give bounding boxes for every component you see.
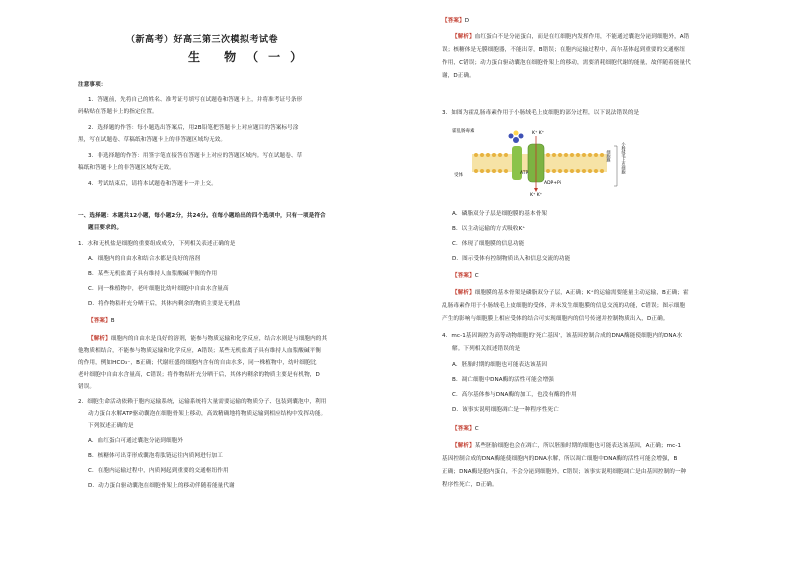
cholera-toxin-diagram xyxy=(452,124,642,200)
q4-analysis-line: 基因控制合成的DNA酶能使细胞内的DNA水解，所以凋亡细胞中DNA酶的活性可能会增强，B xyxy=(442,456,678,462)
cell-label: 小肠绒毛上皮细胞 xyxy=(621,142,627,174)
notice-item: 稿纸和答题卡上的非答题区域均无效。 xyxy=(78,165,175,171)
q1-answer: 【答案】B xyxy=(88,318,115,324)
notice-item: 2．选择题的作答：每小题选出答案后，用2B铅笔把答题卡上对应题目的答案标号涂 xyxy=(88,125,299,131)
q1-stem: 1．水和无机盐是细胞的重要组成成分，下列相关表述正确的是 xyxy=(78,241,236,247)
q1-analysis-line: 老叶细胞中自由水含量高，C错误；将作物秸秆充分晒干后，其体内剩余的物质主要是有机物，D xyxy=(78,372,320,378)
q2-analysis-line: 谢，D正确。 xyxy=(442,73,475,79)
notice-item: 码粘贴在答题卡上的指定位置。 xyxy=(78,109,158,115)
notice-item: 1．答题前，先将自己的姓名、准考证号填写在试题卷和答题卡上，并将准考证号条形 xyxy=(88,97,303,103)
q2-stem: 下列叙述正确的是 xyxy=(88,423,134,429)
q4-analysis-line: 正确；DNA酶是胞内蛋白，不会分泌到细胞外，C错误；该事实说明细胞凋亡是由基因控制的一种 xyxy=(442,469,687,475)
q2-analysis-line: 误；核糖体是无膜细胞器，不能出芽，B错误；在胞内运输过程中，高尔基体起到重要的交通枢纽 xyxy=(442,47,686,53)
membrane-label: 细胞膜 xyxy=(606,150,612,162)
q4-option: A．胚胎时期的细胞也可能表达该基因 xyxy=(452,362,548,368)
q2-option: A．血红蛋白可通过囊泡分泌到细胞外 xyxy=(88,438,184,444)
notice-heading: 注意事项： xyxy=(78,82,107,88)
q1-option: B．某些无机盐离子具有维持人血浆酸碱平衡的作用 xyxy=(88,271,218,277)
q3-option: C．体现了细胞膜的信息功能 xyxy=(452,241,525,247)
q1-analysis-line: 错误。 xyxy=(78,384,96,390)
q3-analysis-line: 乱肠毒素作用于小肠绒毛上皮细胞的受体，并未发生细胞膜的信息交流的功能，C错误；图示细胞 xyxy=(442,303,686,309)
q3-analysis: 【解析】细胞膜的基本骨架是磷脂双分子层，A正确；K⁺的运输需要能量主动运输，B正确；霍 xyxy=(452,290,689,296)
q2-stem: 2．细胞生命活动依赖于胞内运输系统，运输系统将大量需要运输的物质分子、包装到囊泡中，利用 xyxy=(78,399,327,405)
q4-option: B．凋亡细胞中DNA酶的活性可能会增强 xyxy=(452,377,554,383)
adp-label: ADP+Pi xyxy=(544,181,561,186)
q3-option: A．磷脂双分子层是细胞膜的基本骨架 xyxy=(452,211,548,217)
k-top-label: K⁺ K⁺ xyxy=(532,131,545,136)
q3-option: B．以主动运输的方式吸收K⁺ xyxy=(452,226,526,232)
q4-stem: 解。下列相关叙述错误的是 xyxy=(452,346,521,352)
q1-analysis-line: 的作用，例如HCO₃⁻，B正确；代谢旺盛的细胞内含有的自由水多，同一株植物中，幼叶细胞比 xyxy=(78,360,317,366)
q4-analysis: 【解析】某些胚胎细胞也会在凋亡，所以胚胎时期的细胞也可能表达该基因，A正确；mc-1 xyxy=(452,443,682,449)
section-heading: 一、选择题：本题共12小题，每小题2分，共24分。在每小题给出的四个选项中，只有一项是符合 xyxy=(78,213,326,219)
q2-option: C．在胞内运输过程中，内质网起到重要的交通枢纽作用 xyxy=(88,468,229,474)
q4-option: D．该事实说明细胞凋亡是一种程序性死亡 xyxy=(452,407,559,413)
q2-option: D．动力蛋白驱动囊泡在细胞骨架上的移动伴随着能量代谢 xyxy=(88,483,235,489)
q1-option: A．细胞内的自由水和结合水都是良好的溶剂 xyxy=(88,256,201,262)
exam-subtitle: 生 物（一） xyxy=(188,50,313,64)
q4-option: C．高尔基体参与DNA酶的加工，也没有酶的作用 xyxy=(452,392,577,398)
toxin-molecule xyxy=(513,137,519,143)
receptor-label: 受体 xyxy=(454,173,463,178)
atp-label: ATP xyxy=(520,171,529,176)
q2-analysis-line: 作用，C错误；动力蛋白驱动囊泡在细胞骨架上的移动，需要消耗细胞代谢的能量，故伴随着能量代 xyxy=(442,60,691,66)
q1-option: D．将作物秸秆充分晒干后，其体内剩余的物质主要是无机盐 xyxy=(88,301,241,307)
q3-analysis-line: 产生的影响与细胞膜上相应受体的结合可实现细胞内的信号传递并控制物质出入，D正确。 xyxy=(442,316,669,322)
q4-analysis-line: 程序性死亡，D正确。 xyxy=(442,482,498,488)
right-column xyxy=(442,0,772,562)
exam-title: （新高考）好高三第三次模拟考试卷 xyxy=(126,35,279,45)
section-heading: 题目要求的。 xyxy=(88,225,123,231)
notice-item: 4．考试结束后，请将本试题卷和答题卡一并上交。 xyxy=(88,181,217,187)
q2-answer: 【答案】D xyxy=(442,18,470,24)
q2-stem: 动力蛋白水解ATP驱动囊泡在细胞骨架上移动，高效精确地将物质运输到相应结构中发挥功能。 xyxy=(88,411,327,417)
q3-answer: 【答案】C xyxy=(452,273,479,279)
q2-analysis: 【解析】血红蛋白不是分泌蛋白，而是在红细胞内发挥作用，不能通过囊泡分泌到细胞外，A错 xyxy=(452,34,690,40)
toxin-label: 霍乱肠毒素 xyxy=(452,129,475,134)
k-bottom-label: K⁺ K⁺ xyxy=(530,193,543,198)
notice-item: 黑，写在试题卷、草稿纸和答题卡上的非答题区域均无效。 xyxy=(78,137,227,143)
q1-analysis-line: 他物质相结合，不能参与物质运输和化学反应，A错误；某些无机盐离子具有维持人血浆酸碱平衡 xyxy=(78,348,322,354)
q1-analysis: 【解析】细胞内的自由水是良好的溶剂，能参与物质运输和化学反应，结合水则是与细胞内的其 xyxy=(88,336,328,342)
q4-answer: 【答案】C xyxy=(452,426,479,432)
q1-option: C．同一株植物中，老叶细胞比幼叶细胞中自由水含量高 xyxy=(88,286,229,292)
notice-item: 3．非选择题的作答：用签字笔直接答在答题卡上对应的答题区域内。写在试题卷、草 xyxy=(88,153,303,159)
q2-option: B．核糖体可出芽形成囊泡将肽链运往内质网进行加工 xyxy=(88,453,223,459)
q4-stem: 4．mc-1基因调控为高等动物细胞的'死亡基因'，该基因控制合成的DNA酶能使细胞内的DNA水 xyxy=(442,333,683,339)
left-column xyxy=(78,0,418,562)
q3-stem: 3．如图为霍乱肠毒素作用于小肠绒毛上皮细胞的部分过程，以下说法错误的是 xyxy=(442,110,640,116)
q3-option: D．图示受体有控制物质出入和信息交流的功能 xyxy=(452,256,571,262)
